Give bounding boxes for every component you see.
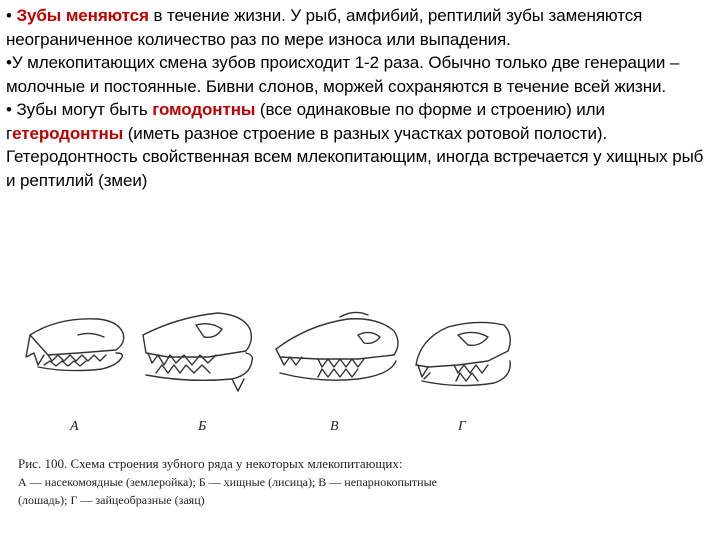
skull-drawing-v — [276, 312, 398, 380]
paragraph-teeth-change — [6, 4, 716, 51]
slide-text — [6, 4, 716, 192]
label-v: В — [330, 419, 339, 434]
caption-line: А — насекомоядные (землеройка); Б — хищные (лисица); В — непарнокопытные — [18, 475, 437, 489]
caption-title: Рис. 100. Схема строения зубного ряда у некоторых млекопитающих: — [18, 456, 403, 471]
paragraph-mammals: •У млекопитающих смена зубов происходит 1-2 раза. Обычно только две генерации – молочные и постоянные. Бивни слонов, моржей сохраняются в течение всей жизни. — [6, 53, 680, 96]
label-b: Б — [198, 419, 207, 434]
paragraph-homodont — [6, 98, 716, 192]
skull-drawing-a — [26, 319, 124, 371]
paragraph-text: в течение жизни. У рыб, амфибий, рептилий зубы заменяются неограниченное количество раз по мере износа или выпадения. — [6, 6, 643, 49]
term-heterodont: етеродонтны — [12, 123, 124, 143]
term-homodont: гомодонтны — [152, 100, 256, 119]
paragraph-text: (все одинаковые по форме и строению) или г — [6, 100, 605, 143]
figure-caption — [18, 455, 518, 509]
paragraph-text: Зубы могут быть — [16, 100, 153, 119]
skull-drawing-b — [143, 313, 252, 391]
label-g: Г — [458, 419, 466, 434]
skull-drawing-g — [416, 322, 510, 385]
caption-line: (лошадь); Г — зайцеобразные (заяц) — [18, 493, 205, 507]
term-teeth-change: Зубы меняются — [16, 6, 149, 25]
bullet: • — [6, 100, 17, 119]
bullet: • — [6, 6, 17, 25]
label-a: А — [70, 419, 79, 434]
paragraph-text: (иметь разное строение в разных участках ротовой полости). Гетеродонтность свойственная всем млекопитающим, иногда встречается у хищных рыб и рептилий (змеи) — [6, 123, 704, 190]
